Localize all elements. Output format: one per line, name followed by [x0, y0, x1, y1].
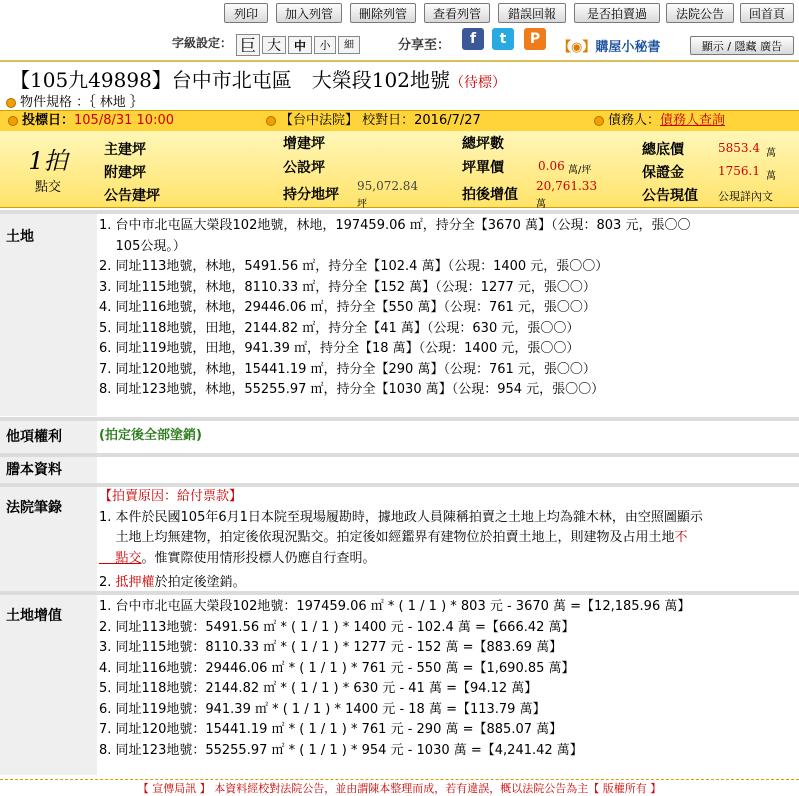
bid-date-value: 105/8/31 10:00 — [74, 113, 174, 128]
bullet-icon — [6, 98, 16, 108]
present-value-text: 公現詳內文 — [718, 190, 773, 203]
top-toolbar — [0, 0, 799, 58]
deposit-unit: 萬 — [766, 171, 776, 182]
land-increase-list — [99, 597, 795, 761]
view-watchlist-button[interactable]: 查看列管 — [424, 3, 490, 23]
other-rights-label: 他項權利 — [0, 421, 97, 453]
list-item: 1. 台中市北屯區大榮段102地號：197459.06 ㎡ * ( 1 / 1 ) * 803 元 - 3670 萬 =【12,185.96 萬】 — [99, 599, 691, 614]
unit-price-unit: 萬/坪 — [568, 165, 592, 176]
added-area-label: 增建坪 — [283, 136, 325, 152]
unit-price-label: 坪單價 — [462, 160, 504, 176]
list-item: 2. 同址113地號：5491.56 ㎡ * ( 1 / 1 ) * 1400 元 - 102.4 萬 =【666.42 萬】 — [99, 619, 575, 635]
court-note-text: 。惟實際使用情形投標人仍應自行查明。 — [141, 550, 376, 566]
bullet-icon — [266, 116, 276, 126]
toggle-ads-button[interactable]: 顯示 / 隱藏 廣告 — [690, 36, 794, 55]
court-note-highlight: 點交 — [99, 550, 142, 566]
section-separator — [0, 453, 799, 457]
property-spec-text: 物件規格 ：｛ 林地 ｝ — [20, 95, 143, 110]
report-error-button[interactable]: 錯誤回報 — [498, 3, 566, 23]
transcript-label: 謄本資料 — [0, 457, 97, 483]
increase-unit: 萬 — [536, 199, 546, 210]
base-price-label: 總底價 — [642, 142, 684, 158]
list-item: 7. 同址120地號：15441.19 ㎡ * ( 1 / 1 ) * 761 元 - 290 萬 =【885.07 萬】 — [99, 722, 563, 737]
list-item: 5. 同址118地號，田地，2144.82 ㎡，持分全【41 萬】（公現：630 元，張〇〇） — [99, 320, 580, 336]
font-medium-button[interactable]: 中 — [288, 36, 312, 54]
shared-area-label: 公設坪 — [283, 160, 325, 176]
remove-watchlist-button[interactable]: 刪除列管 — [350, 3, 416, 23]
status-badge: （待標） — [449, 75, 506, 91]
auction-round-handover: 點交 — [34, 180, 61, 195]
font-huge-button[interactable]: 巨 — [236, 34, 260, 56]
court-note-line — [99, 549, 795, 570]
footer-notice: 【 宣傳局訊 】 本資料經校對法院公告，並由謂陳本整理而成，若有違誤，概以法院公告為主【 版權所有 】 — [0, 779, 799, 794]
auction-history-button[interactable]: 是否拍賣過 — [574, 3, 660, 23]
increase-label: 拍後增值 — [462, 187, 518, 203]
list-item: 1. 台中市北屯區大榮段102地號，林地，197459.06 ㎡，持分全【3670 萬】（公現：803 元，張〇〇 — [99, 218, 691, 233]
debtor-query-link[interactable]: 債務人查詢 — [660, 113, 726, 128]
secretary-label: 購屋小秘書 — [595, 40, 661, 55]
court-note-line: 1. 本件於民國105年6月1日本院至現場履勘時，據地政人員陳稱拍賣之土地上均為雜木林，由空照圖顯示 — [99, 509, 703, 525]
section-separator — [0, 417, 799, 421]
bid-date-label: 投標日： — [22, 113, 75, 128]
auction-round-number: 1拍 — [28, 147, 68, 175]
land-increase-label: 土地增值 — [0, 595, 97, 775]
list-item: 4. 同址116地號：29446.06 ㎡ * ( 1 / 1 ) * 761 元 - 550 萬 =【1,690.85 萬】 — [99, 660, 575, 676]
add-watchlist-button[interactable]: 加入列管 — [276, 3, 342, 23]
list-item: 3. 同址115地號：8110.33 ㎡ * ( 1 / 1 ) * 1277 元 - 152 萬 =【883.69 萬】 — [99, 640, 563, 655]
total-area-label: 總坪數 — [462, 136, 504, 152]
land-area-unit: 坪 — [357, 199, 367, 210]
bullet-icon — [594, 116, 604, 126]
court-notice-button[interactable]: 法院公告 — [666, 3, 734, 23]
court-note-text: 於拍定後塗銷。 — [154, 575, 246, 590]
secretary-link[interactable] — [558, 36, 660, 55]
font-large-button[interactable]: 大 — [262, 36, 286, 54]
home-button[interactable]: 回首頁 — [740, 3, 794, 23]
page-title — [10, 64, 506, 93]
court-notes-label: 法院筆錄 — [0, 487, 97, 591]
land-section-label: 土地 — [0, 214, 97, 416]
court-note-line — [99, 528, 795, 549]
date-row — [0, 110, 799, 132]
court-info — [266, 111, 481, 131]
public-area-label: 公告建坪 — [104, 188, 160, 204]
deposit-label: 保證金 — [642, 165, 684, 181]
land-list — [99, 216, 795, 401]
print-button[interactable]: 列印 — [224, 3, 268, 23]
share-label: 分享至： — [398, 38, 451, 53]
bid-date — [8, 111, 174, 131]
list-item: 6. 同址119地號：941.39 ㎡ * ( 1 / 1 ) * 1400 元 - 18 萬 =【113.79 萬】 — [99, 701, 546, 717]
list-item: 5. 同址118地號：2144.82 ㎡ * ( 1 / 1 ) * 630 元 - 41 萬 =【94.12 萬】 — [99, 681, 538, 696]
list-item: 2. 同址113地號，林地，5491.56 ㎡，持分全【102.4 萬】（公現：1400 元，張〇〇） — [99, 259, 609, 274]
land-area-value: 95,072.84 — [357, 179, 419, 193]
debtor-label: 債務人： — [608, 113, 661, 128]
attached-area-label: 附建坪 — [104, 165, 146, 181]
list-item: 7. 同址120地號，林地，15441.19 ㎡，持分全【290 萬】（公現：761 元，張〇〇） — [99, 361, 596, 377]
secretary-icon: 【◉】 — [558, 40, 596, 55]
case-number: 【105九49898】 — [10, 68, 172, 92]
unit-price-value: 0.06 — [538, 159, 565, 173]
facebook-icon[interactable]: f — [462, 28, 484, 50]
auction-round — [0, 131, 96, 207]
list-item: 105公現。） — [99, 238, 186, 254]
plurk-icon[interactable]: P — [524, 28, 546, 50]
mortgage-link[interactable]: 抵押權 — [115, 575, 155, 590]
other-rights-text: (拍定後全部塗銷) — [99, 428, 202, 443]
main-area-label: 主建坪 — [104, 142, 146, 158]
court-note-number: 2. — [99, 575, 116, 590]
court-info-text: 【台中法院】 校對日：2016/7/27 — [280, 113, 481, 128]
font-small-button[interactable]: 小 — [314, 36, 336, 54]
list-item: 3. 同址115地號，林地，8110.33 ㎡，持分全【152 萬】（公現：1277 元，張〇〇） — [99, 279, 596, 295]
list-item: 8. 同址123地號：55255.97 ㎡ * ( 1 / 1 ) * 954 元 - 1030 萬 =【4,241.42 萬】 — [99, 742, 583, 758]
increase-value: 20,761.33 — [536, 179, 598, 193]
bullet-icon — [8, 116, 18, 126]
list-item: 8. 同址123地號，林地，55255.97 ㎡，持分全【1030 萬】（公現：954 元，張〇〇） — [99, 382, 605, 397]
debtor-info — [594, 111, 725, 131]
font-tiny-button[interactable]: 細 — [338, 36, 360, 54]
font-size-label: 字級設定： — [172, 36, 233, 50]
list-item: 4. 同址116地號，林地，29446.06 ㎡，持分全【550 萬】（公現：761 元，張〇〇） — [99, 300, 596, 315]
base-price-unit: 萬 — [766, 148, 776, 159]
auction-reason: 【拍賣原因：給付票款】 — [99, 489, 243, 504]
property-spec — [6, 91, 143, 110]
land-area-label: 持分地坪 — [283, 187, 339, 203]
base-price-value: 5853.4 — [718, 141, 760, 155]
deposit-value: 1756.1 — [718, 164, 760, 178]
court-note-text: 土地上均無建物，拍定後依現況點交。拍定後如經鑑界有建物位於拍賣土地上，則建物及占用土地 — [99, 530, 675, 545]
price-panel — [0, 131, 799, 208]
section-separator — [0, 210, 799, 214]
court-note-highlight: 不 — [674, 530, 688, 545]
section-separator — [0, 591, 799, 595]
twitter-icon[interactable]: t — [492, 28, 514, 50]
court-notes-body — [99, 487, 795, 594]
present-value-label: 公告現值 — [642, 188, 698, 204]
list-item: 6. 同址119地號，田地，941.39 ㎡，持分全【18 萬】（公現：1400 元，張〇〇） — [99, 341, 580, 356]
property-location: 台中市北屯區 大榮段102地號 — [171, 68, 450, 92]
